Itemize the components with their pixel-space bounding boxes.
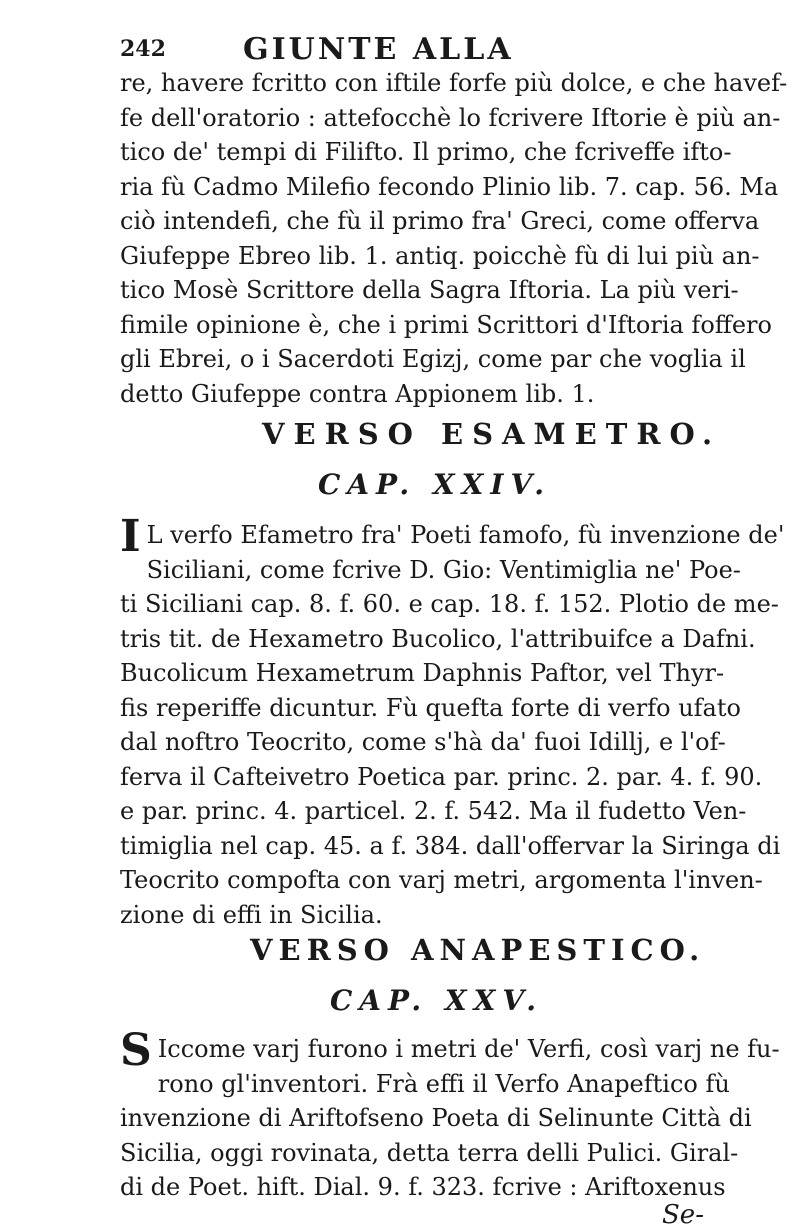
text-line-content: L verfo Efametro fra' Poeti famofo, fù invenzione de' bbox=[146, 521, 785, 549]
text-line: dal noftro Teocrito, come s'hà da' fuoi Idillj, e l'of- bbox=[120, 728, 726, 756]
text-line: rono gl'inventori. Frà effi il Verfo Anapeftico fù bbox=[157, 1069, 730, 1098]
section-anapestico-body bbox=[120, 1025, 780, 1205]
text-line: gli Ebrei, o i Sacerdoti Egizj, come par che voglia il bbox=[120, 345, 746, 373]
intro-paragraph bbox=[120, 66, 788, 411]
text-line: ria fù Cadmo Milefio fecondo Plinio lib. 7. cap. 56. Ma bbox=[120, 172, 779, 201]
text-line: fimile opinione è, che i primi Scrittori d'Iftoria foffero bbox=[120, 310, 772, 339]
text-line-content: Iccome varj furono i metri de' Verfi, così varj ne fu- bbox=[157, 1035, 780, 1063]
text-line: tris tit. de Hexametro Bucolico, l'attribuifce a Dafni. bbox=[120, 624, 756, 653]
text-line: ti Siciliani cap. 8. f. 60. e cap. 18. f. 152. Plotio de me- bbox=[120, 590, 779, 618]
text-line: invenzione di Ariftofseno Poeta di Selinunte Città di bbox=[120, 1104, 752, 1132]
text-line: tico de' tempi di Filifto. Il primo, che fcriveffe ifto- bbox=[120, 138, 732, 166]
drop-cap: S bbox=[120, 1025, 152, 1076]
text-line: zione di effi in Sicilia. bbox=[120, 900, 383, 929]
chapter-heading-24: CAP. XXIV. bbox=[318, 468, 552, 501]
text-line: Sicilia, oggi rovinata, detta terra delli Pulici. Giral- bbox=[120, 1138, 739, 1167]
catchword: Se- bbox=[662, 1200, 704, 1230]
text-line: ferva il Cafteivetro Poetica par. princ. 2. par. 4. f. 90. bbox=[120, 762, 763, 791]
text-line: e par. princ. 4. particel. 2. f. 542. Ma il fudetto Ven- bbox=[120, 797, 747, 825]
text-line bbox=[120, 1025, 780, 1076]
text-line: timiglia nel cap. 45. a f. 384. dall'offervar la Siringa di bbox=[120, 831, 781, 860]
text-line: re, havere fcritto con iftile forfe più dolce, e che havef- bbox=[120, 69, 788, 97]
page-number: 242 bbox=[120, 36, 166, 62]
text-line: Giufeppe Ebreo lib. 1. antiq. poicchè fù di lui più an- bbox=[120, 241, 760, 270]
text-line: tico Mosè Scrittore della Sagra Iftoria. La più veri- bbox=[120, 276, 739, 304]
text-line: Teocrito compofta con varj metri, argomenta l'inven- bbox=[120, 866, 763, 894]
running-title: GIUNTE ALLA bbox=[243, 32, 514, 67]
section-title-esametro: VERSO ESAMETRO. bbox=[262, 417, 722, 451]
text-line: di de Poet. hift. Dial. 9. f. 323. fcrive : Ariftoxenus bbox=[120, 1173, 726, 1201]
text-line: Siciliani, come fcrive D. Gio: Ventimiglia ne' Poe- bbox=[146, 555, 741, 584]
drop-cap: I bbox=[120, 511, 141, 562]
chapter-heading-25: CAP. XXV. bbox=[330, 984, 543, 1017]
section-esametro-body bbox=[120, 511, 785, 932]
section-title-anapestico: VERSO ANAPESTICO. bbox=[250, 933, 706, 967]
text-line bbox=[120, 511, 785, 562]
text-line: fis reperiffe dicuntur. Fù quefta forte di verfo ufato bbox=[120, 693, 741, 722]
text-line: Bucolicum Hexametrum Daphnis Paftor, vel Thyr- bbox=[120, 659, 725, 687]
text-line: fe dell'oratorio : attefocchè lo fcrivere Iftorie è più an- bbox=[120, 103, 781, 132]
text-line: detto Giufeppe contra Appionem lib. 1. bbox=[120, 379, 595, 408]
text-line: ciò intendefi, che fù il primo fra' Greci, come offerva bbox=[120, 207, 760, 235]
